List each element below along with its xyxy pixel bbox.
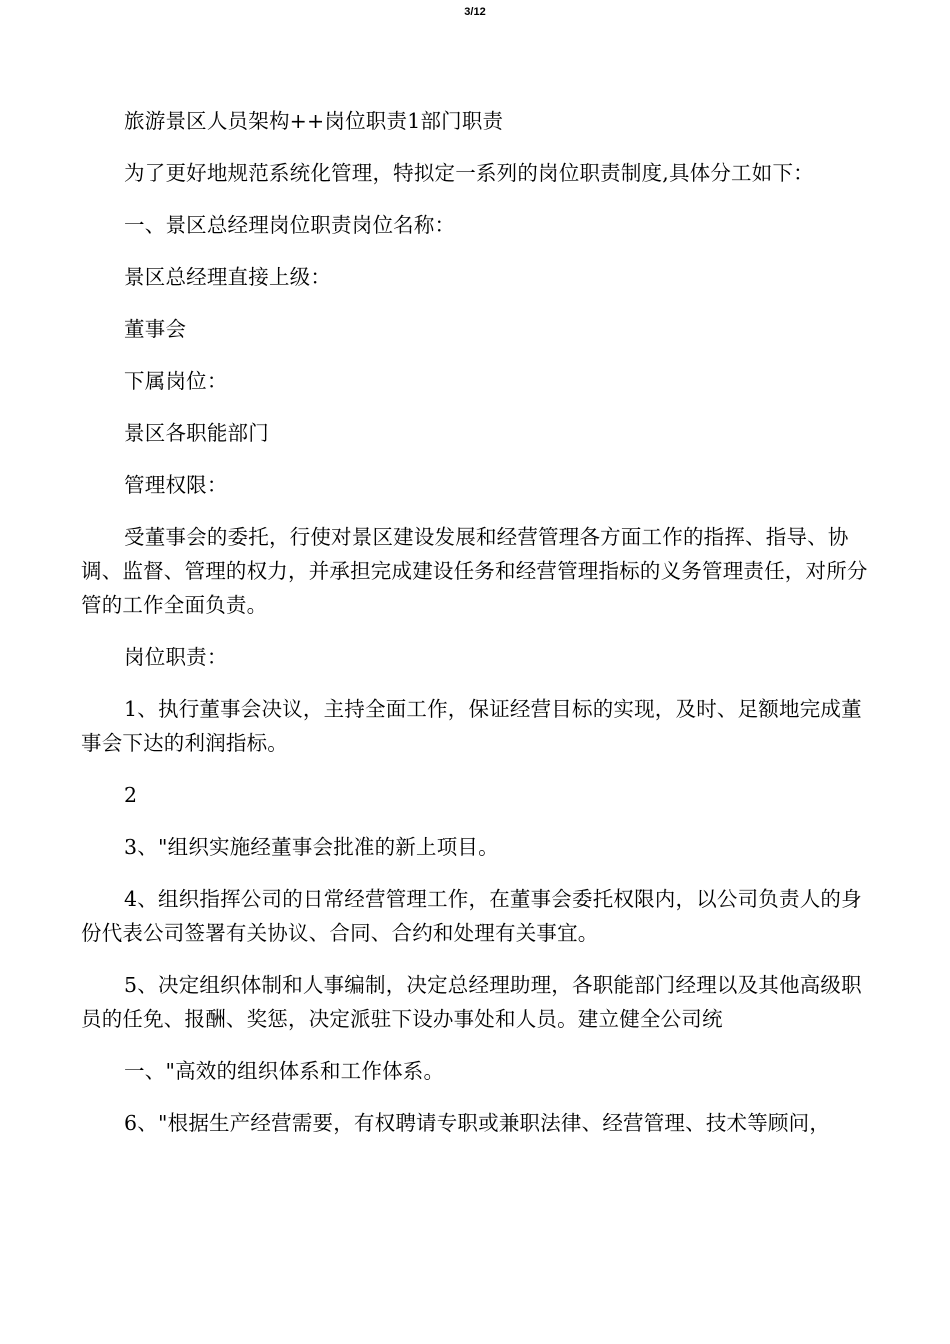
- paragraph: 岗位职责：: [124, 645, 228, 669]
- document-title: 旅游景区人员架构++岗位职责1部门职责: [124, 109, 504, 133]
- paragraph: 景区总经理直接上级：: [124, 265, 332, 289]
- list-item: 5、决定组织体制和人事编制，决定总经理助理，各职能部门经理以及其他高级职员的任免、报酬、奖惩，决定派驻下设办事处和人员。建立健全公司统: [81, 973, 862, 1031]
- page-number: 3/12: [464, 6, 486, 18]
- list-item: 3、"组织实施经董事会批准的新上项目。: [124, 835, 499, 859]
- paragraph: 下属岗位：: [124, 369, 228, 393]
- paragraph: 管理权限：: [124, 473, 228, 497]
- section-heading: 一、景区总经理岗位职责岗位名称：: [124, 213, 456, 237]
- paragraph: 景区各职能部门: [124, 421, 269, 445]
- document-body: [81, 104, 881, 1158]
- list-item: 4、组织指挥公司的日常经营管理工作，在董事会委托权限内，以公司负责人的身份代表公司签署有关协议、合同、合约和处理有关事宜。: [81, 887, 862, 945]
- intro-paragraph: 为了更好地规范系统化管理，特拟定一系列的岗位职责制度,具体分工如下：: [124, 161, 814, 185]
- paragraph: 董事会: [124, 317, 187, 341]
- list-item: 1、执行董事会决议，主持全面工作，保证经营目标的实现，及时、足额地完成董事会下达的利润指标。: [81, 697, 862, 755]
- list-item: 6、"根据生产经营需要，有权聘请专职或兼职法律、经营管理、技术等顾问，: [124, 1111, 831, 1135]
- paragraph: 受董事会的委托，行使对景区建设发展和经营管理各方面工作的指挥、指导、协调、监督、管理的权力，并承担完成建设任务和经营管理指标的义务管理责任，对所分管的工作全面负责。: [81, 525, 868, 617]
- list-item: 2: [124, 783, 138, 807]
- list-item: 一、"高效的组织体系和工作体系。: [124, 1059, 445, 1083]
